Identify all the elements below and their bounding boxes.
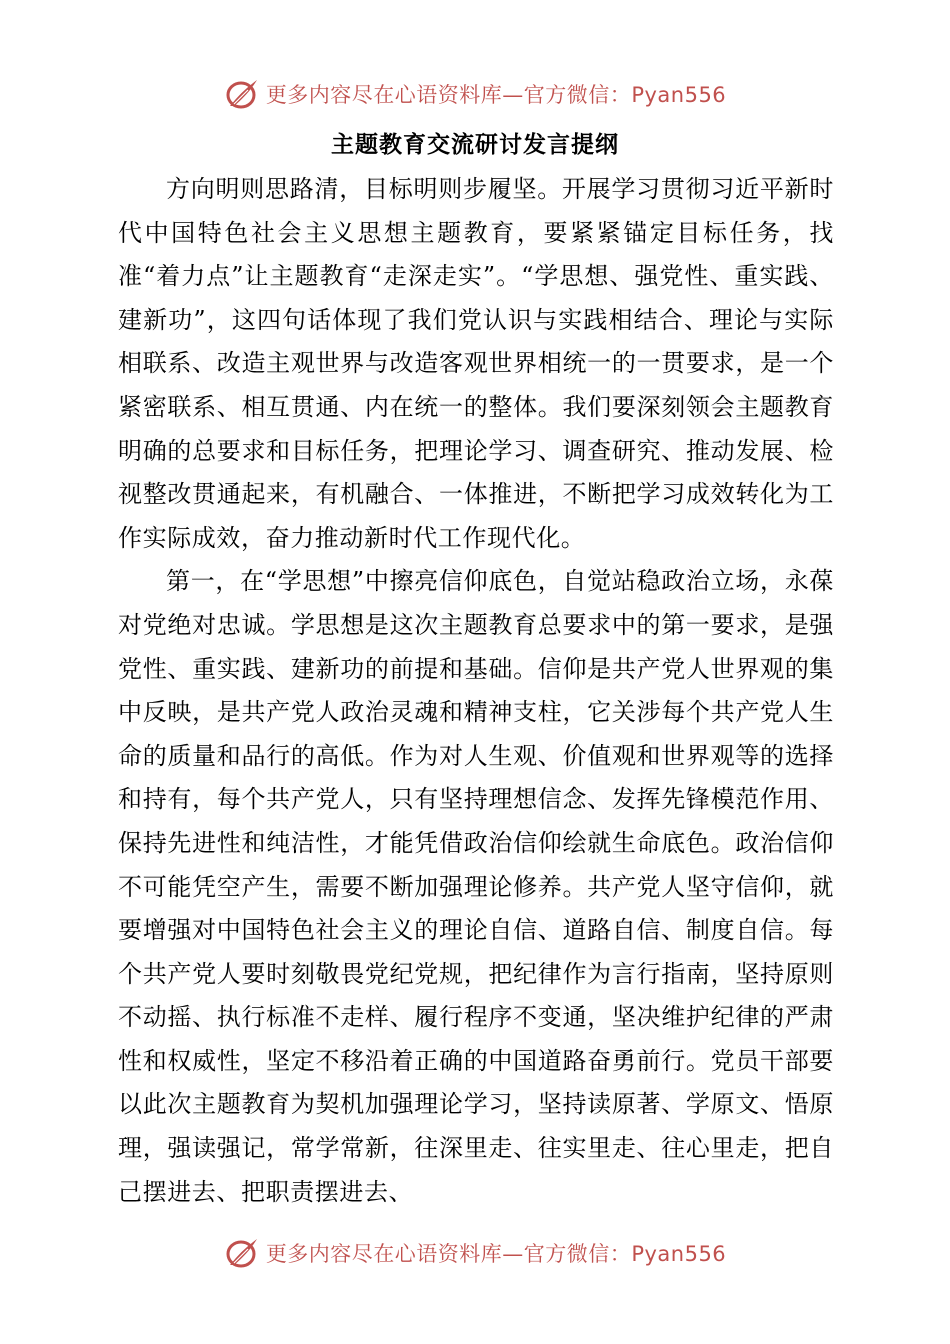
header-banner [0, 74, 950, 114]
header-banner-text [266, 79, 726, 109]
paragraph-first-point: 第一，在“学思想”中擦亮信仰底色，自觉站稳政治立场，永葆对党绝对忠诚。学思想是这次主题教育总要求中的第一要求，是强党性、重实践、建新功的前提和基础。信仰是共产党人世界观的集中反映，是共产党人政治灵魂和精神支柱，它关涉每个共产党人生命的质量和品行的高低。作为对人生观、价值观和世界观等的选择和持有，每个共产党人，只有坚持理想信念、发挥先锋模范作用、保持先进性和纯洁性，才能凭借政治信仰绘就生命底色。政治信仰不可能凭空产生，需要不断加强理论修养。共产党人坚守信仰，就要增强对中国特色社会主义的理论自信、道路自信、制度自信。每个共产党人要时刻敬畏党纪党规，把纪律作为言行指南，坚持原则不动摇、执行标准不走样、履行程序不变通，坚决维护纪律的严肃性和权威性，坚定不移沿着正确的中国道路奋勇前行。党员干部要以此次主题教育为契机加强理论学习，坚持读原著、学原文、悟原理，强读强记，常学常新，往深里走、往实里走、往心里走，把自己摆进去、把职责摆进去、 [118, 567, 834, 1206]
header-wechat-id: Pyan556 [631, 83, 727, 107]
feather-pen-logo-icon [224, 76, 260, 112]
feather-pen-logo-icon [224, 1235, 260, 1271]
paragraph-intro: 方向明则思路清，目标明则步履坚。开展学习贯彻习近平新时代中国特色社会主义思想主题教育，要紧紧锚定目标任务，找准“着力点”让主题教育“走深走实”。“学思想、强党性、重实践、建新功”，这四句话体现了我们党认识与实践相结合、理论与实际相联系、改造主观世界与改造客观世界相统一的一贯要求，是一个紧密联系、相互贯通、内在统一的整体。我们要深刻领会主题教育明确的总要求和目标任务，把理论学习、调查研究、推动发展、检视整改贯通起来，有机融合、一体推进，不断把学习成效转化为工作实际成效，奋力推动新时代工作现代化。 [118, 175, 834, 552]
document-body [118, 168, 834, 1214]
header-banner-label: 更多内容尽在心语资料库—官方微信： [265, 83, 632, 107]
footer-banner [0, 1233, 950, 1273]
document-title: 主题教育交流研讨发言提纲 [331, 132, 619, 158]
footer-banner-text [266, 1238, 726, 1268]
footer-banner-label: 更多内容尽在心语资料库—官方微信： [265, 1242, 632, 1266]
footer-wechat-id: Pyan556 [631, 1242, 727, 1266]
